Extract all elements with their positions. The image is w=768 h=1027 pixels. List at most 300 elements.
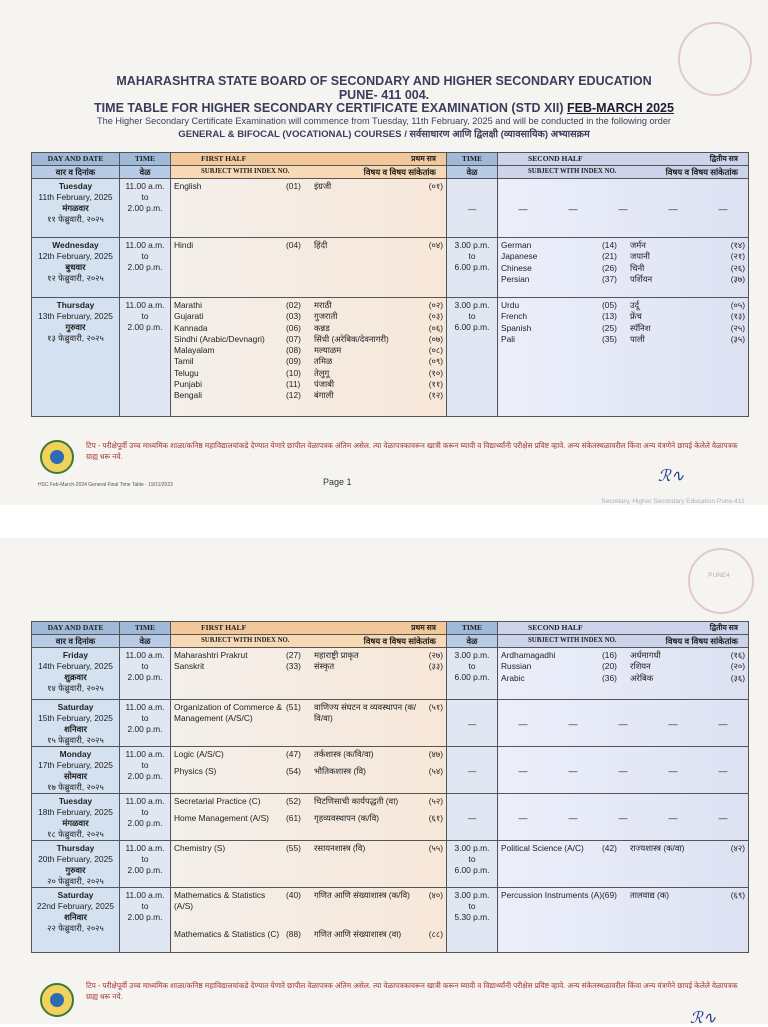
subject-name: Logic (A/S/C) (174, 749, 224, 759)
day-line: मंगळवार (62, 818, 89, 828)
subject-line (171, 323, 446, 334)
subject-name: French (501, 311, 528, 322)
second-half-cell (498, 179, 749, 238)
first-half-cell (171, 179, 447, 238)
signature-icon: ℛ∿ (658, 466, 685, 485)
day-line: १५ फेब्रुवारी, २०२५ (47, 735, 104, 745)
subject-name-hi: भौतिकशास्त्र (वि) (314, 766, 366, 777)
time-line: to (468, 251, 476, 261)
subject-name-hi: तमिळ (314, 356, 333, 367)
day-line: 17th February, 2025 (38, 760, 113, 770)
subject-name-hi: तर्कशास्त्र (क/वि/वा) (314, 749, 374, 759)
time-line: to (468, 311, 476, 321)
dash: — (518, 766, 528, 776)
col-subject-second: SUBJECT WITH INDEX NO. विषय व विषय सांकेतांक (498, 166, 749, 179)
subject-index: (13) (602, 311, 617, 322)
subject-name-hi: मराठी (314, 300, 332, 310)
subject-index-hi: (०८) (428, 345, 443, 356)
subject-index-hi: (२५) (730, 322, 745, 333)
subject-name: English (174, 181, 202, 191)
subject-name: Hindi (174, 240, 194, 250)
subject-name: Arabic (501, 672, 525, 683)
subject-line (498, 251, 748, 262)
second-half-cell (498, 747, 749, 794)
day-line: सोमवार (63, 771, 88, 781)
time-line: to (141, 854, 149, 864)
time-cell-2 (447, 238, 498, 298)
subject-index: (27) (286, 650, 301, 660)
subject-index: (14) (602, 240, 617, 250)
subject-name-hi: महाराष्ट्री प्राकृत (314, 650, 359, 660)
subject-index-hi: (४२) (730, 843, 745, 853)
day-line: 22nd February, 2025 (36, 901, 115, 911)
subject-name-hi: पर्शियन (630, 273, 653, 284)
stamp-text: PUNE4 (708, 572, 730, 579)
subject-index: (20) (602, 661, 617, 672)
subject-line (498, 650, 748, 661)
footer-code: HSC Feb-March-2024 General Final Time Table - 19/11/2023 (38, 482, 173, 488)
time-line: to (141, 251, 149, 261)
subject-line (171, 890, 446, 913)
day-line: शुक्रवार (64, 672, 87, 682)
time-line: 3.00 p.m. (454, 650, 490, 660)
subject-name-hi: अर्धमागधी (630, 650, 661, 660)
subject-name: Urdu (501, 300, 520, 310)
table-row (32, 700, 749, 747)
subject-index: (52) (286, 796, 301, 806)
subject-name: Maharashtri Prakrut (174, 650, 248, 660)
time-cell (120, 298, 171, 417)
subject-index-hi: (४७) (428, 749, 443, 759)
subject-index: (09) (286, 356, 301, 367)
time-cell-2 (447, 179, 498, 238)
subject-line (171, 843, 446, 854)
col-day: DAY AND DATE (32, 153, 120, 166)
day-line: 18th February, 2025 (38, 807, 113, 817)
timetable-part-1 (31, 152, 749, 417)
second-half-cell (498, 794, 749, 841)
subject-index: (33) (286, 661, 301, 672)
table-row (32, 648, 749, 700)
time-line: 11.00 a.m. (125, 843, 165, 853)
subject-line (171, 311, 446, 322)
subject-name: Japanese (501, 251, 538, 262)
subject-name-hi: कन्नड (314, 322, 330, 333)
subject-name-hi: गृहव्यवस्थापन (क/वि) (314, 813, 380, 824)
subject-index: (26) (602, 262, 617, 273)
subject-name-hi: चिनी (630, 262, 645, 273)
time-cell (120, 700, 171, 747)
note-text: टिप - परीक्षेपूर्वी उच्च माध्यमिक शाळा/कनिष्ठ महाविद्यालयांकडे देण्यात येणारे छापील वेळापत्रक अंतिम असेल. त्या वेळापत्रकावरून खात्री करून घ्यावी व विद्यार्थ्यांनी परीक्षेस प्रविष्ट व्हावे. अन्य संकेतस्थळावरील किंवा अन्य यंत्रणेने छापई केलेले वेळापत्रक ग्राह्य धरू नये. (86, 441, 738, 461)
day-line: Tuesday (58, 796, 93, 806)
col-time-2-p2: TIME (447, 622, 498, 635)
page-gap (0, 505, 768, 538)
second-half-cell (498, 700, 749, 747)
subject-name-hi: सिंधी (अरेबिक/देवनागरी) (314, 333, 389, 344)
time-line: to (141, 807, 149, 817)
signature-icon-2: ℛ∿ (690, 1008, 717, 1027)
col-second-half: SECOND HALF द्वितीय सत्र (498, 153, 749, 166)
subject-name: Marathi (174, 300, 202, 310)
first-half-cell (171, 700, 447, 747)
time-line: 6.00 p.m. (454, 865, 490, 875)
subject-index: (55) (286, 843, 301, 853)
subject-name-hi: इंग्रजी (314, 181, 332, 191)
subject-line (171, 813, 446, 824)
day-line: Tuesday (58, 181, 93, 191)
subject-index-hi: (३५) (730, 333, 745, 344)
subject-name-hi: रसायनशास्त्र (वि) (314, 843, 366, 853)
subject-name: Chinese (501, 262, 532, 273)
subject-index: (02) (286, 300, 301, 310)
subject-name: Mathematics & Statistics (C) (174, 928, 280, 939)
subject-index-hi: (१०) (428, 367, 443, 378)
time-line: 11.00 a.m. (125, 300, 165, 310)
day-line: 20th February, 2025 (38, 854, 113, 864)
day-line: Saturday (57, 890, 94, 900)
subject-index-hi: (५२) (428, 796, 443, 806)
time-line: 2.00 p.m. (127, 322, 163, 332)
time-line: 2.00 p.m. (127, 771, 163, 781)
dash: — (518, 719, 528, 729)
time-line: 11.00 a.m. (125, 890, 165, 900)
subject-name: Ardhamagadhi (501, 650, 556, 660)
subject-name-hi: पाली (630, 333, 645, 344)
subject-index: (35) (602, 333, 617, 344)
time-line: 11.00 a.m. (125, 796, 165, 806)
subject-line (171, 300, 446, 311)
day-line: १८ फेब्रुवारी, २०२५ (47, 829, 104, 839)
subject-index-hi: (०१) (428, 181, 443, 191)
second-half-cell (498, 841, 749, 888)
subject-name: Sindhi (Arabic/Devnagri) (174, 333, 265, 344)
subject-index-hi: (२६) (730, 262, 745, 273)
subject-name: Telugu (174, 367, 199, 378)
subject-name-hi: बंगाली (314, 390, 334, 401)
day-line: शनिवार (64, 724, 87, 734)
day-cell (32, 238, 120, 298)
time-line: to (141, 311, 149, 321)
subject-line (171, 929, 446, 940)
subject-name: Bengali (174, 390, 202, 401)
subject-name: Percussion Instruments (A) (501, 890, 602, 900)
subject-name: German (501, 240, 532, 250)
subject-line (171, 240, 446, 251)
subject-index-hi: (२१) (730, 251, 745, 262)
subject-name: Spanish (501, 322, 532, 333)
subject-line (171, 650, 446, 661)
courses-heading: GENERAL & BIFOCAL (VOCATIONAL) COURSES / सर्वसाधारण आणि द्विलक्षी (व्यावसायिक) अभ्यासक्रम (178, 129, 590, 140)
subject-index: (25) (602, 322, 617, 333)
day-line: Wednesday (52, 240, 99, 250)
subject-name: Sanskrit (174, 661, 205, 672)
day-line: १४ फेब्रुवारी, २०२५ (47, 683, 104, 693)
time-line: — (467, 718, 477, 729)
col-first-half-p2: FIRST HALF प्रथम सत्र (171, 622, 447, 635)
page-2 (0, 538, 768, 1027)
subject-name-hi: संस्कृत (314, 661, 335, 672)
subject-name-hi: अरेबिक (630, 672, 654, 683)
subject-index-hi: (०७) (428, 333, 443, 344)
dash: — (718, 204, 728, 214)
time-line: to (141, 661, 149, 671)
col-time-hi: वेळ (120, 166, 171, 179)
col-time-hi-p2: वेळ (120, 635, 171, 648)
commence-note: The Higher Secondary Certificate Examination will commence from Tuesday, 11th February, 2025 and will be conducted in the following order (97, 116, 671, 126)
day-line: १७ फेब्रुवारी, २०२५ (47, 782, 104, 792)
subject-name-hi: जर्मन (630, 240, 646, 250)
subject-index: (10) (286, 367, 301, 378)
dash: — (718, 766, 728, 776)
subject-name: Mathematics & Statistics (A/S) (174, 890, 266, 912)
subject-index: (11) (286, 379, 301, 390)
time-line: to (468, 661, 476, 671)
day-line: शनिवार (64, 912, 87, 922)
subject-index: (06) (286, 322, 301, 333)
day-line: Friday (62, 650, 89, 660)
subject-index-hi: (११) (428, 379, 443, 390)
dash: — (718, 719, 728, 729)
time-cell-2 (447, 888, 498, 953)
day-line: 15th February, 2025 (38, 713, 113, 723)
first-half-cell (171, 794, 447, 841)
first-half-cell (171, 648, 447, 700)
subject-index-hi: (४०) (428, 890, 443, 900)
subject-line (498, 263, 748, 274)
subject-name: Pali (501, 333, 515, 344)
subject-line (171, 390, 446, 401)
dash: — (618, 766, 628, 776)
time-line: 11.00 a.m. (125, 702, 165, 712)
time-cell-2 (447, 747, 498, 794)
second-half-cell (498, 648, 749, 700)
time-cell-2 (447, 700, 498, 747)
subject-index-hi: (३६) (730, 672, 745, 683)
time-line: 2.00 p.m. (127, 865, 163, 875)
subject-index-hi: (३३) (428, 661, 443, 672)
first-half-cell (171, 238, 447, 298)
day-line: गुरुवार (65, 865, 86, 875)
empty-dashes (498, 813, 748, 823)
subject-index-hi: (०५) (730, 300, 745, 310)
subject-index: (54) (286, 766, 301, 777)
time-cell (120, 888, 171, 953)
time-line: — (467, 765, 477, 776)
subject-line (498, 673, 748, 684)
subject-line (498, 334, 748, 345)
subject-index-hi: (६१) (428, 813, 443, 824)
table-row (32, 238, 749, 298)
subject-line (498, 661, 748, 672)
time-cell (120, 794, 171, 841)
subject-index-hi: (०४) (428, 240, 443, 250)
time-cell (120, 238, 171, 298)
dash: — (668, 813, 678, 823)
day-line: Thursday (56, 843, 95, 853)
dash: — (568, 719, 578, 729)
dash: — (568, 813, 578, 823)
day-line: 14th February, 2025 (38, 661, 113, 671)
subject-name: Russian (501, 661, 532, 672)
time-line: 6.00 p.m. (454, 262, 490, 272)
day-cell (32, 888, 120, 953)
time-line: 2.00 p.m. (127, 912, 163, 922)
empty-dashes (498, 204, 748, 214)
subject-name-hi: उर्दू (630, 300, 640, 310)
timetable-title: TIME TABLE FOR HIGHER SECONDARY CERTIFICATE EXAMINATION (STD XII) FEB-MARCH 2025 (94, 101, 674, 115)
page-number: Page 1 (323, 477, 352, 487)
subject-line (498, 240, 748, 251)
subject-index-hi: (१४) (730, 240, 745, 250)
time-cell-2 (447, 648, 498, 700)
subject-index: (21) (602, 251, 617, 262)
subject-index: (69) (602, 890, 617, 900)
page-1 (0, 0, 768, 505)
subject-index: (03) (286, 311, 301, 322)
time-cell (120, 747, 171, 794)
time-line: 2.00 p.m. (127, 818, 163, 828)
dash: — (668, 204, 678, 214)
board-name: MAHARASHTRA STATE BOARD OF SECONDARY AND HIGHER SECONDARY EDUCATION (116, 74, 652, 88)
subject-index: (88) (286, 928, 301, 939)
timetable-part-2 (31, 621, 749, 953)
subject-name: Political Science (A/C) (501, 843, 584, 853)
subject-index: (51) (286, 702, 301, 712)
subject-line (171, 702, 446, 725)
day-cell (32, 841, 120, 888)
col-subject-second-p2: SUBJECT WITH INDEX NO. विषय व विषय सांकेतांक (498, 635, 749, 648)
day-line: बुधवार (65, 262, 86, 272)
subject-index: (01) (286, 181, 301, 191)
subject-index-hi: (०९) (428, 356, 443, 367)
col-time-hi-2-p2: वेळ (447, 635, 498, 648)
subject-name-hi: जपानी (630, 251, 650, 262)
subject-index-hi: (०२) (428, 300, 443, 310)
table-row (32, 888, 749, 953)
time-cell-2 (447, 841, 498, 888)
time-cell-2 (447, 298, 498, 417)
time-line: to (468, 901, 476, 911)
subject-line (171, 334, 446, 345)
dash: — (518, 813, 528, 823)
time-line: 6.00 p.m. (454, 672, 490, 682)
subject-index-hi: (१६) (730, 650, 745, 660)
day-line: 13th February, 2025 (38, 311, 113, 321)
subject-name: Punjabi (174, 379, 202, 390)
dash: — (668, 766, 678, 776)
col-day-p2: DAY AND DATE (32, 622, 120, 635)
subject-name-hi: पंजाबी (314, 379, 335, 390)
secretary-seal: Secretary, Higher Secondary Education Pune-411 (601, 498, 745, 505)
time-line: 11.00 a.m. (125, 650, 165, 660)
time-line: 11.00 a.m. (125, 240, 165, 250)
col-subject-first: SUBJECT WITH INDEX NO. विषय व विषय सांकेतांक (171, 166, 447, 179)
subject-name: Home Management (A/S) (174, 813, 269, 824)
subject-line (171, 379, 446, 390)
subject-name: Secretarial Practice (C) (174, 796, 261, 806)
time-line: 3.00 p.m. (454, 843, 490, 853)
col-day-hi: वार व दिनांक (32, 166, 120, 179)
subject-name: Chemistry (S) (174, 843, 226, 853)
subject-name-hi: रशियन (630, 661, 651, 672)
time-cell-2 (447, 794, 498, 841)
subject-name: Kannada (174, 322, 208, 333)
col-time-2: TIME (447, 153, 498, 166)
subject-index: (07) (286, 333, 301, 344)
subject-name-hi: तेलुगू (314, 367, 330, 378)
dash: — (718, 813, 728, 823)
time-line: 11.00 a.m. (125, 749, 165, 759)
subject-line (498, 311, 748, 322)
day-cell (32, 179, 120, 238)
subject-line (498, 843, 748, 854)
board-logo-icon-2 (40, 983, 74, 1017)
subject-index: (05) (602, 300, 617, 310)
table-row (32, 747, 749, 794)
col-day-hi-p2: वार व दिनांक (32, 635, 120, 648)
day-cell (32, 700, 120, 747)
dash: — (568, 766, 578, 776)
time-cell (120, 648, 171, 700)
subject-line (171, 749, 446, 760)
subject-name-hi: गुजराती (314, 311, 338, 322)
time-line: 5.30 p.m. (454, 912, 490, 922)
time-line: — (467, 812, 477, 823)
subject-line (171, 661, 446, 672)
day-line: १२ फेब्रुवारी, २०२५ (47, 273, 104, 283)
subject-name: Tamil (174, 356, 194, 367)
subject-line (171, 181, 446, 192)
second-half-cell (498, 298, 749, 417)
day-line: १३ फेब्रुवारी, २०२५ (47, 333, 104, 343)
board-stamp-2 (688, 548, 754, 614)
board-logo-icon (40, 440, 74, 474)
subject-index-hi: (८८) (428, 928, 443, 939)
day-line: २० फेब्रुवारी, २०२५ (47, 876, 104, 886)
col-second-half-p2: SECOND HALF द्वितीय सत्र (498, 622, 749, 635)
subject-line (171, 368, 446, 379)
time-line: — (467, 203, 477, 214)
empty-dashes (498, 719, 748, 729)
subject-index: (61) (286, 813, 301, 824)
note-text-2: टिप - परीक्षेपूर्वी उच्च माध्यमिक शाळा/कनिष्ठ महाविद्यालयांकडे देण्यात येणारे छापील वेळापत्रक अंतिम असेल. त्या वेळापत्रकावरून खात्री करून घ्यावी व विद्यार्थ्यांनी परीक्षेस प्रविष्ट व्हावे. अन्य संकेतस्थळावरील किंवा अन्य यंत्रणेने छापई केलेले वेळापत्रक ग्राह्य धरू नये. (86, 981, 738, 1001)
time-line: to (141, 901, 149, 911)
subject-name-hi: राज्यशास्त्र (क/वा) (630, 843, 685, 853)
subject-index-hi: (५१) (428, 702, 443, 712)
subject-index: (37) (602, 273, 617, 284)
table-row (32, 841, 749, 888)
subject-name: Organization of Commerce & Management (A/S/C) (174, 702, 282, 724)
col-first-half: FIRST HALF प्रथम सत्र (171, 153, 447, 166)
subject-line (171, 766, 446, 777)
subject-name-hi: चिटणिसाची कार्यपद्धती (वा) (314, 796, 399, 806)
subject-index: (12) (286, 390, 301, 401)
subject-name: Persian (501, 273, 530, 284)
day-line: 12th February, 2025 (38, 251, 113, 261)
time-line: 2.00 p.m. (127, 262, 163, 272)
day-line: 11th February, 2025 (38, 192, 113, 202)
col-time: TIME (120, 153, 171, 166)
day-cell (32, 648, 120, 700)
subject-name-hi: गणित आणि संख्याशास्त्र (वा) (314, 928, 402, 939)
subject-index-hi: (१३) (730, 311, 745, 322)
dash: — (618, 719, 628, 729)
subject-line (498, 890, 748, 901)
col-time-hi-2: वेळ (447, 166, 498, 179)
col-time-p2: TIME (120, 622, 171, 635)
subject-line (498, 274, 748, 285)
subject-index: (47) (286, 749, 301, 759)
